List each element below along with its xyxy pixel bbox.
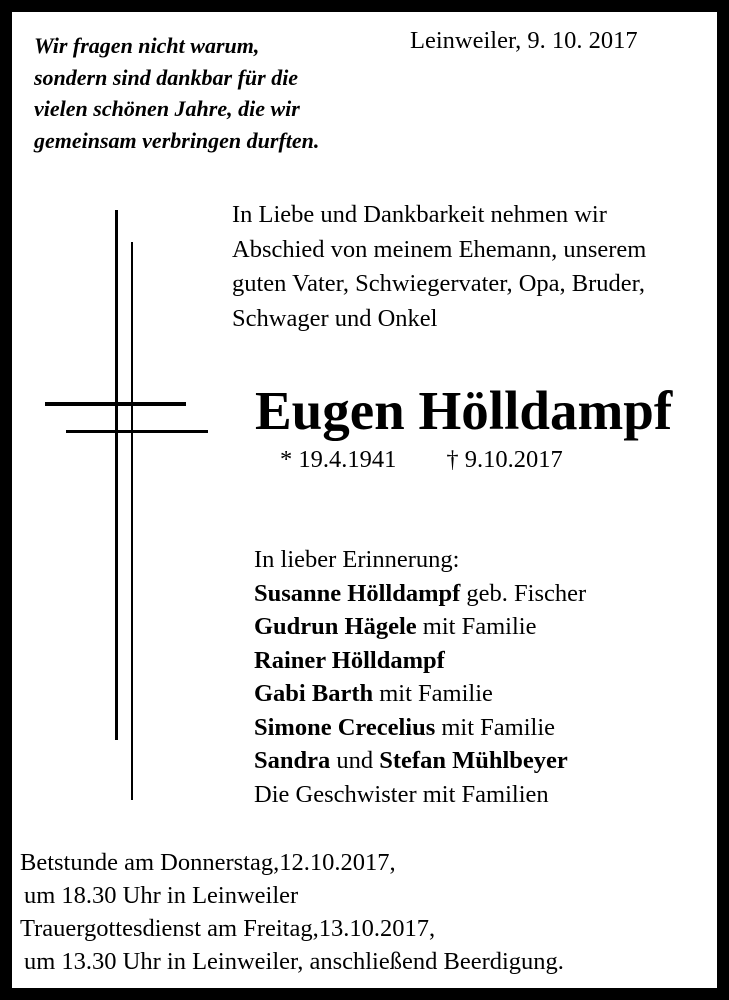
cross-horizontal-top xyxy=(45,402,186,406)
service-info xyxy=(20,846,564,978)
mourner-name: Rainer Hölldampf xyxy=(254,646,445,674)
quote-line-4: gemeinsam verbringen durften. xyxy=(34,127,320,153)
obituary-notice xyxy=(12,12,717,988)
service-line-4: um 13.30 Uhr in Leinweiler, anschließend Beerdigung. xyxy=(24,948,564,975)
death-date: † 9.10.2017 xyxy=(446,446,563,473)
mourners-list xyxy=(254,543,586,811)
mourner-row xyxy=(254,644,586,678)
mourner-suffix: geb. Fischer xyxy=(460,579,587,607)
service-line-1: Betstunde am Donnerstag,12.10.2017, xyxy=(20,849,396,876)
mourner-name: Gabi Barth xyxy=(254,680,374,707)
quote-text xyxy=(34,30,319,156)
mourner-row: Die Geschwister mit Familien xyxy=(254,780,549,808)
mourner-suffix: mit Familie xyxy=(435,713,556,741)
deceased-name: Eugen Hölldampf xyxy=(255,380,673,441)
place-date: Leinweiler, 9. 10. 2017 xyxy=(410,27,638,54)
quote-line-2: sondern sind dankbar für die xyxy=(34,64,299,90)
mourner-row xyxy=(254,744,586,778)
mourner-row xyxy=(254,610,586,644)
intro-line-2: Abschied von meinem Ehemann, unserem xyxy=(232,235,647,263)
birth-date: * 19.4.1941 xyxy=(280,446,397,473)
service-line-2: um 18.30 Uhr in Leinweiler xyxy=(24,882,299,909)
intro-line-1: In Liebe und Dankbarkeit nehmen wir xyxy=(232,201,607,228)
intro-text xyxy=(232,198,646,336)
mourner-row xyxy=(254,577,586,611)
mourners-heading: In lieber Erinnerung: xyxy=(254,546,460,573)
mourner-name: Susanne Hölldampf xyxy=(254,579,461,607)
cross-horizontal-bottom xyxy=(66,430,208,433)
intro-line-3: guten Vater, Schwiegervater, Opa, Bruder, xyxy=(232,270,645,297)
mourner-name: Stefan Mühlbeyer xyxy=(379,747,568,774)
cross-vertical-left xyxy=(115,210,118,740)
cross-vertical-right xyxy=(131,242,133,800)
mourner-suffix: mit Familie xyxy=(416,613,537,640)
quote-line-1: Wir fragen nicht warum, xyxy=(34,33,260,58)
mourner-join: und xyxy=(330,747,380,774)
mourner-row xyxy=(254,677,586,711)
life-dates xyxy=(280,444,563,476)
mourner-name: Sandra xyxy=(254,747,331,774)
mourner-name: Simone Crecelius xyxy=(254,713,436,741)
mourner-row xyxy=(254,711,586,745)
mourner-suffix: mit Familie xyxy=(373,680,493,707)
intro-line-4: Schwager und Onkel xyxy=(232,304,438,332)
quote-line-3: vielen schönen Jahre, die wir xyxy=(34,96,300,121)
service-line-3: Trauergottesdienst am Freitag,13.10.2017, xyxy=(20,915,436,942)
mourner-name: Gudrun Hägele xyxy=(254,613,417,640)
